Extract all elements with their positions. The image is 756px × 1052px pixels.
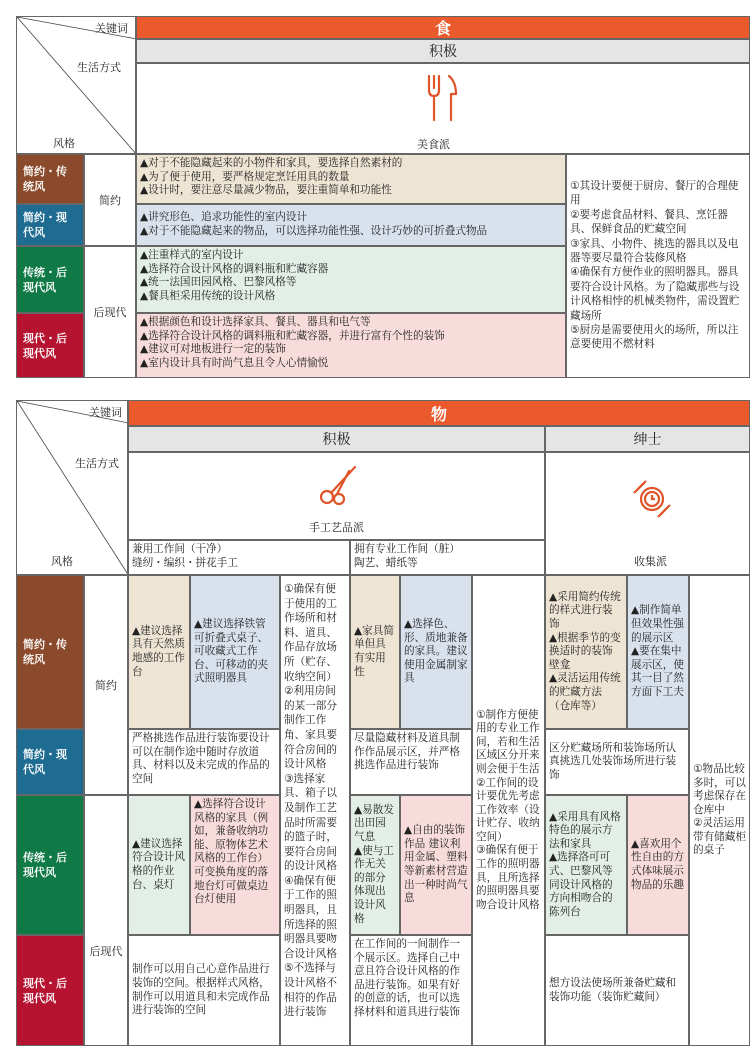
goods-c-ch-1: ▲采用具有风格特色的展示方法和家具 ▲选择洛可可式、巴黎风等同设计风格的方向相吻合的陈列台	[545, 795, 627, 935]
style-xiandai-houxiandai: 现代・后 现代风	[16, 313, 84, 378]
food-row-xh: ▲根据颜色和设计选择家具、餐具、器具和电气等 ▲选择符合设计风格的调料瓶和贮藏容器，并进行富有个性的装饰 ▲建议可对地板进行一定的装饰 ▲室内设计具有时尚气息且令人心情愉悦	[136, 313, 566, 378]
corner-keyword-2: 关键词	[89, 406, 122, 419]
goods-category-b	[545, 452, 750, 575]
goods-c-jx: 区分贮藏场所和装饰场所认真挑选几处装饰场所进行装饰	[545, 729, 689, 795]
style-jianyue-xiandai-2: 简约・现 代风	[16, 729, 84, 795]
corner-cell-2	[16, 400, 128, 575]
food-row-ch: ▲注重样式的室内设计 ▲选择符合设计风格的调料瓶和贮藏容器 ▲统一法国田园风格、巴黎风格等 ▲餐具柜采用传统的设计风格	[136, 246, 566, 313]
food-row-jx: ▲讲究形色、追求功能性的室内设计 ▲对于不能隐藏起来的物品，可以选择功能性强、设计巧妙的可折叠式物品	[136, 204, 566, 246]
goods-c-right-notes: ①物品比较多时，可以考虑保存在仓库中 ②灵活运用带有储藏柜的桌子	[689, 575, 750, 1046]
style-jianyue-xiandai: 简约・现 代风	[16, 204, 84, 246]
food-table	[16, 16, 750, 378]
style-chuantong-houxiandai-2: 传统・后 现代风	[16, 795, 84, 935]
food-category-label: 美食派	[417, 138, 450, 151]
group-simple-2: 简约	[84, 575, 128, 795]
goods-b-jy-2: ▲选择色、形、质地兼备的家具。建议使用金属制家具	[400, 575, 472, 729]
corner-keyword: 关键词	[95, 22, 128, 35]
style-xiandai-houxiandai-2: 现代・后 现代风	[16, 935, 84, 1046]
goods-a-jy-1: ▲建议选择具有天然质地感的工作台	[128, 575, 190, 729]
goods-category-b-label: 收集派	[634, 555, 667, 568]
goods-category-a-label: 手工艺品派	[309, 521, 364, 534]
goods-sub-1: 兼用工作间（干净） 缝纫・编织・拼花手工	[128, 540, 350, 575]
goods-a-jy-2: ▲建议选择铁管可折叠式桌子、可收藏式工作台、可移动的夹式照明器具	[190, 575, 280, 729]
goods-a-xh: 制作可以用自己心意作品进行装饰的空间。根据样式风格，制作可以用道具和未完成作品进行装饰的空间	[128, 935, 280, 1046]
goods-category-a	[128, 452, 545, 540]
goods-b-ch-1: ▲易散发出田园气息 ▲使与工作无关的部分体现出设计风格	[350, 795, 400, 935]
goods-keyword-header: 物	[128, 400, 750, 426]
goods-b-xh: 在工作间的一间制作一个展示区。选择自己中意且符合设计风格的作品进行装饰。如果有好的创意的话，也可以选择材料和道具进行装饰	[350, 935, 472, 1046]
goods-c-jy-1: ▲采用简约传统的样式进行装饰 ▲根据季节的变换适时的装饰壁龛 ▲灵活运用传统的贮藏方法（仓库等）	[545, 575, 627, 729]
corner-diagonals-2	[17, 401, 128, 575]
food-row-jy: ▲对于不能隐藏起来的小物件和家具，要选择自然素材的 ▲为了便于使用，要严格规定烹饪用具的数量 ▲设计时，要注意尽量减少物品，要注重简单和功能性	[136, 154, 566, 204]
goods-c-xh: 想方设法使场所兼备贮藏和装饰功能（装饰贮藏间）	[545, 935, 689, 1046]
scissors-icon	[317, 463, 361, 507]
group-simple: 简约	[84, 154, 136, 246]
food-keyword-header: 食	[136, 16, 750, 39]
style-chuantong-houxiandai: 传统・后 现代风	[16, 246, 84, 313]
goods-c-jy-2: ▲制作简单但效果性强的展示区 ▲要在集中展示区，使其一目了然方面下工夫	[627, 575, 689, 729]
corner-cell	[16, 16, 136, 154]
corner-style: 风格	[53, 137, 75, 150]
goods-b-jx: 尽量隐藏材料及道具制作作品展示区，并严格挑选作品进行装饰	[350, 729, 472, 795]
corner-lifestyle: 生活方式	[77, 61, 121, 74]
goods-lifestyle-a: 积极	[128, 426, 545, 452]
food-right-notes: ①其设计要便于厨房、餐厅的合理使用 ②要考虑食品材料、餐具、烹饪器具、保鲜食品的贮藏空间 ③家具、小物件、挑选的器具以及电器等要尽量符合装修风格 ④确保有方便作业的照明器具。器具要符合设计风格。为了隐藏那些与设计风格相悖的机械类物件，需设置贮藏场所 ⑤厨房是需要使用火的场所，所以注意要使用不燃材料	[566, 154, 750, 378]
goods-b-right-notes: ①制作方便使用的专业工作间，若和生活区域区分开来则会便于生活 ②工作间的设计要优先考虑工作效率（设计贮存、收纳空间） ③确保有便于工作的照明器具，且所选择的照明器具要吻合设计风格	[472, 575, 545, 1046]
group-post: 后现代	[84, 246, 136, 378]
goods-a-ch-1: ▲建议选择符合设计风格的作业台、桌灯	[128, 795, 190, 935]
fork-knife-icon	[425, 72, 461, 124]
food-lifestyle-header: 积极	[136, 39, 750, 63]
style-jianyue-chuantong: 简约・传 统风	[16, 154, 84, 204]
goods-a-right-notes: ①确保有便于使用的工作场所和材料、道具、作品存放场所（贮存、收纳空间） ②利用房间的某一部分制作工作角、家具要符合房间的设计风格 ③选择家具、箱子以及制作工艺品时所需要的篮子时，要符合房间的设计风格 ④确保有便于工作的照明器具，且所选择的照明器具要吻合设计风格 ⑤不选择与设计风格不相符的作品进行装饰	[280, 575, 350, 1046]
corner-diagonals	[17, 17, 136, 154]
goods-b-ch-2: ▲自由的装饰作品 建议利用金属、塑料等新素材营造出一种时尚气息	[400, 795, 472, 935]
goods-a-ch-2: ▲选择符合设计风格的家具（例如，兼备收纳功能、原物体艺术风格的工作台） 可变换角度的落地台灯可做桌边台灯使用	[190, 795, 280, 935]
food-category-cell	[136, 63, 750, 154]
corner-style-2: 风格	[51, 555, 73, 568]
watch-icon	[628, 475, 676, 523]
goods-sub-2: 拥有专业工作间（脏） 陶艺、蜡纸等	[350, 540, 545, 575]
goods-lifestyle-b: 绅士	[545, 426, 750, 452]
goods-b-jy-1: ▲家具简单但具有实用性	[350, 575, 400, 729]
goods-c-ch-2: ▲喜欢用个性自由的方式体味展示物品的乐趣	[627, 795, 689, 935]
goods-table	[16, 400, 750, 1046]
style-jianyue-chuantong-2: 简约・传 统风	[16, 575, 84, 729]
corner-lifestyle-2: 生活方式	[75, 457, 119, 470]
goods-a-jx: 严格挑选作品进行装饰要设计可以在制作途中随时存放道具、材料以及未完成的作品的空间	[128, 729, 280, 795]
group-post-2: 后现代	[84, 795, 128, 1046]
